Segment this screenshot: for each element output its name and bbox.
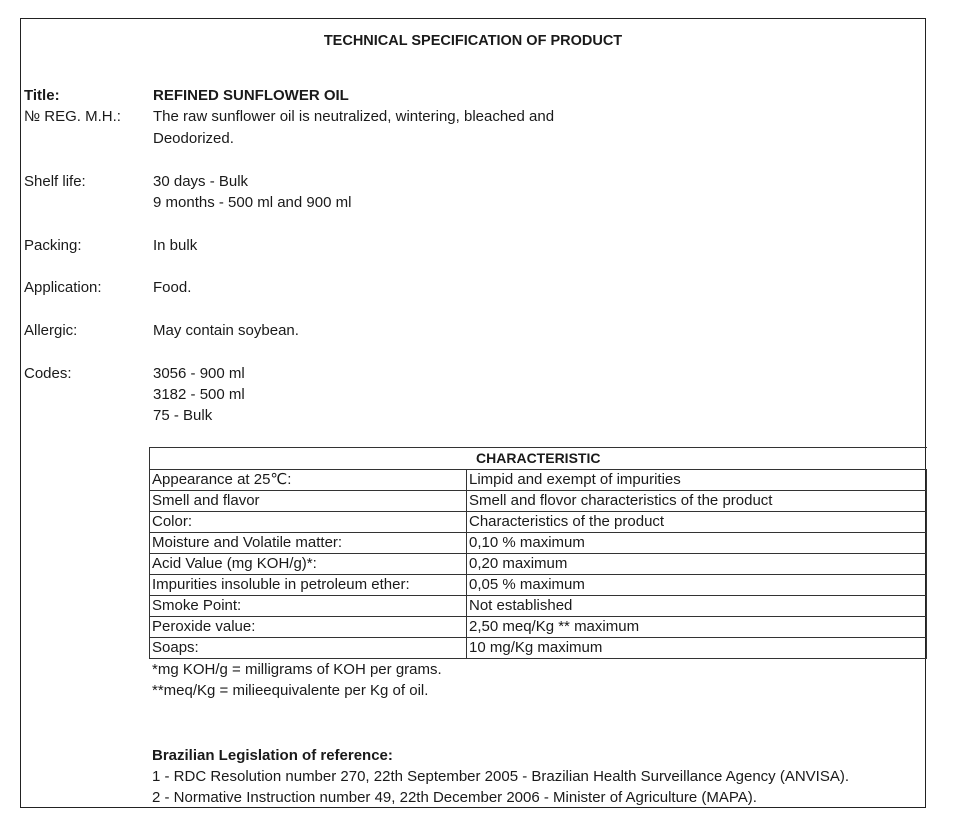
property-cell: Impurities insoluble in petroleum ether:	[150, 575, 467, 596]
property-cell: Acid Value (mg KOH/g)*:	[150, 554, 467, 575]
spec-cell: Not established	[467, 596, 927, 617]
property-cell: Smoke Point:	[150, 596, 467, 617]
table-row	[150, 575, 927, 596]
code-line-2: 3182 - 500 ml	[153, 386, 245, 403]
table-row	[150, 470, 927, 491]
legislation-item-2: 2 - Normative Instruction number 49, 22th December 2006 - Minister of Agriculture (MAPA).	[152, 789, 757, 806]
reg-line-2: Deodorized.	[153, 130, 234, 147]
shelf-life-label: Shelf life:	[24, 173, 86, 190]
shelf-life-line-1: 30 days - Bulk	[153, 173, 249, 190]
table-row	[150, 638, 927, 659]
table-row	[150, 512, 927, 533]
footnote-2: **meq/Kg = milieequivalente per Kg of oil.	[152, 682, 429, 699]
spec-cell: 0,10 % maximum	[467, 533, 927, 554]
codes-label: Codes:	[24, 365, 72, 382]
spec-cell: 0,05 % maximum	[467, 575, 927, 596]
reg-label: № REG. M.H.:	[24, 108, 121, 125]
table-row	[150, 554, 927, 575]
allergic-label: Allergic:	[24, 322, 78, 339]
spec-cell: Smell and flovor characteristics of the product	[467, 491, 927, 512]
property-cell: Soaps:	[150, 638, 467, 659]
application-value: Food.	[153, 279, 192, 296]
property-cell: Color:	[150, 512, 467, 533]
table-row	[150, 617, 927, 638]
spec-cell: Limpid and exempt of impurities	[467, 470, 927, 491]
title-label: Title:	[24, 87, 60, 104]
packing-label: Packing:	[24, 237, 82, 254]
packing-value: In bulk	[153, 237, 198, 254]
allergic-value: May contain soybean.	[153, 322, 299, 339]
footnote-1: *mg KOH/g = milligrams of KOH per grams.	[152, 661, 442, 678]
spec-cell: 2,50 meq/Kg ** maximum	[467, 617, 927, 638]
characteristics-table	[149, 447, 927, 659]
table-row	[150, 533, 927, 554]
legislation-item-1: 1 - RDC Resolution number 270, 22th September 2005 - Brazilian Health Surveillance Agency (ANVISA).	[152, 768, 850, 785]
legislation-heading: Brazilian Legislation of reference:	[152, 747, 393, 764]
property-cell: Peroxide value:	[150, 617, 467, 638]
code-line-3: 75 - Bulk	[153, 407, 213, 424]
reg-line-1: The raw sunflower oil is neutralized, wintering, bleached and	[153, 108, 555, 125]
product-name: REFINED SUNFLOWER OIL	[153, 87, 349, 104]
application-label: Application:	[24, 279, 102, 296]
table-row	[150, 491, 927, 512]
table-row	[150, 596, 927, 617]
specification-document	[20, 18, 926, 808]
property-cell: Smell and flavor	[150, 491, 467, 512]
spec-cell: 10 mg/Kg maximum	[467, 638, 927, 659]
table-header: CHARACTERISTIC	[150, 448, 927, 470]
spec-cell: Characteristics of the product	[467, 512, 927, 533]
property-cell: Appearance at 25℃:	[150, 470, 467, 491]
document-title: TECHNICAL SPECIFICATION OF PRODUCT	[323, 33, 623, 49]
table-header-row	[150, 448, 927, 470]
property-cell: Moisture and Volatile matter:	[150, 533, 467, 554]
spec-cell: 0,20 maximum	[467, 554, 927, 575]
shelf-life-line-2: 9 months - 500 ml and 900 ml	[153, 194, 352, 211]
code-line-1: 3056 - 900 ml	[153, 365, 245, 382]
